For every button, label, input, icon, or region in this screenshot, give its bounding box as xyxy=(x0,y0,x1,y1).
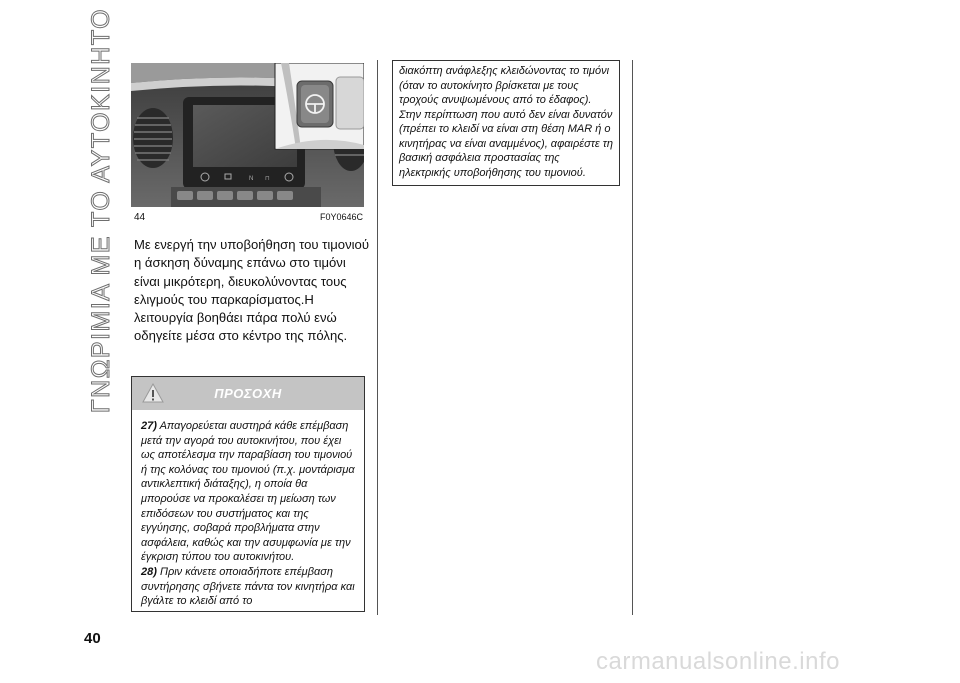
column-divider-right xyxy=(632,60,633,615)
warning-continuation-box: διακόπτη ανάφλεξης κλειδώνοντας το τιμόνι (όταν το αυτοκίνητο βρίσκεται με τους τροχούς ανυψωμένους από το έδαφος). Στην περίπτωση που αυτό δεν είναι δυνατόν (πρέπει το κλειδί να είναι στη θέση MAR ή ο κινητήρας να είναι αναμμένος), αφαιρέστε τη βασική ασφάλεια προστασίας της ηλεκτρικής υποβοήθησης του τιμονιού. xyxy=(392,60,620,186)
warning-item-number: 28) xyxy=(141,565,157,578)
warning-item-number: 27) xyxy=(141,420,157,432)
column-divider-left xyxy=(377,60,378,615)
body-paragraph: Με ενεργή την υποβοήθηση του τιμονιού η άσκηση δύναμης επάνω στο τιμόνι είναι μικρότερη, διευκολύνοντας τους ελιγμούς του παρκαρίσματος.Η λειτουργία βοηθάει πάρα πολύ ενώ οδηγείτε μέσα στο κέντρο της πόλης. xyxy=(134,237,369,344)
dashboard-illustration xyxy=(131,63,364,207)
warning-title: ΠΡΟΣΟΧΗ xyxy=(214,386,282,401)
chapter-title-text: ΓΝΩΡΙΜΙΑ ΜΕ ΤΟ ΑΥΤΟΚΙΝΗΤΟ xyxy=(87,7,116,413)
warning-item-text: Πριν κάνετε οποιαδήποτε επέμβαση συντήρησης σβήνετε πάντα τον κινητήρα και βγάλτε το κλειδί από το xyxy=(141,565,355,608)
warning-header xyxy=(132,377,364,410)
page-number: 40 xyxy=(84,630,101,647)
svg-text:⊓: ⊓ xyxy=(265,176,270,182)
chapter-sidebar-title xyxy=(82,7,122,413)
warning-item xyxy=(141,565,356,609)
steering-assist-button-inset xyxy=(275,63,364,149)
warning-text xyxy=(132,410,364,609)
warning-item-text: Απαγορεύεται αυστηρά κάθε επέμβαση μετά την αγορά του αυτοκινήτου, που έχει ως αποτέλεσμα την παραβίαση του τιμονιού ή της κολόνας του τιμονιού (π.χ. μοντάρισμα αντικλεπτική διάταξης), η οποία θα μπορούσε να προκαλέσει τη μείωση των επιδόσεων του συστήματος και της εγγύησης, σοβαρά προβλήματα στην ασφάλεια, καθώς και την ασυμφωνία με την έγκριση τύπου του αυτοκινήτου. xyxy=(141,420,355,564)
dashboard-figure xyxy=(131,63,364,207)
warning-item xyxy=(141,419,356,565)
warning-box xyxy=(131,376,365,612)
figure-number: 44 xyxy=(134,212,146,223)
air-vent-left xyxy=(133,108,173,168)
figure-code: F0Y0646C xyxy=(320,212,364,222)
watermark: carmanualsonline.info xyxy=(596,648,840,675)
svg-text:N: N xyxy=(249,176,254,182)
